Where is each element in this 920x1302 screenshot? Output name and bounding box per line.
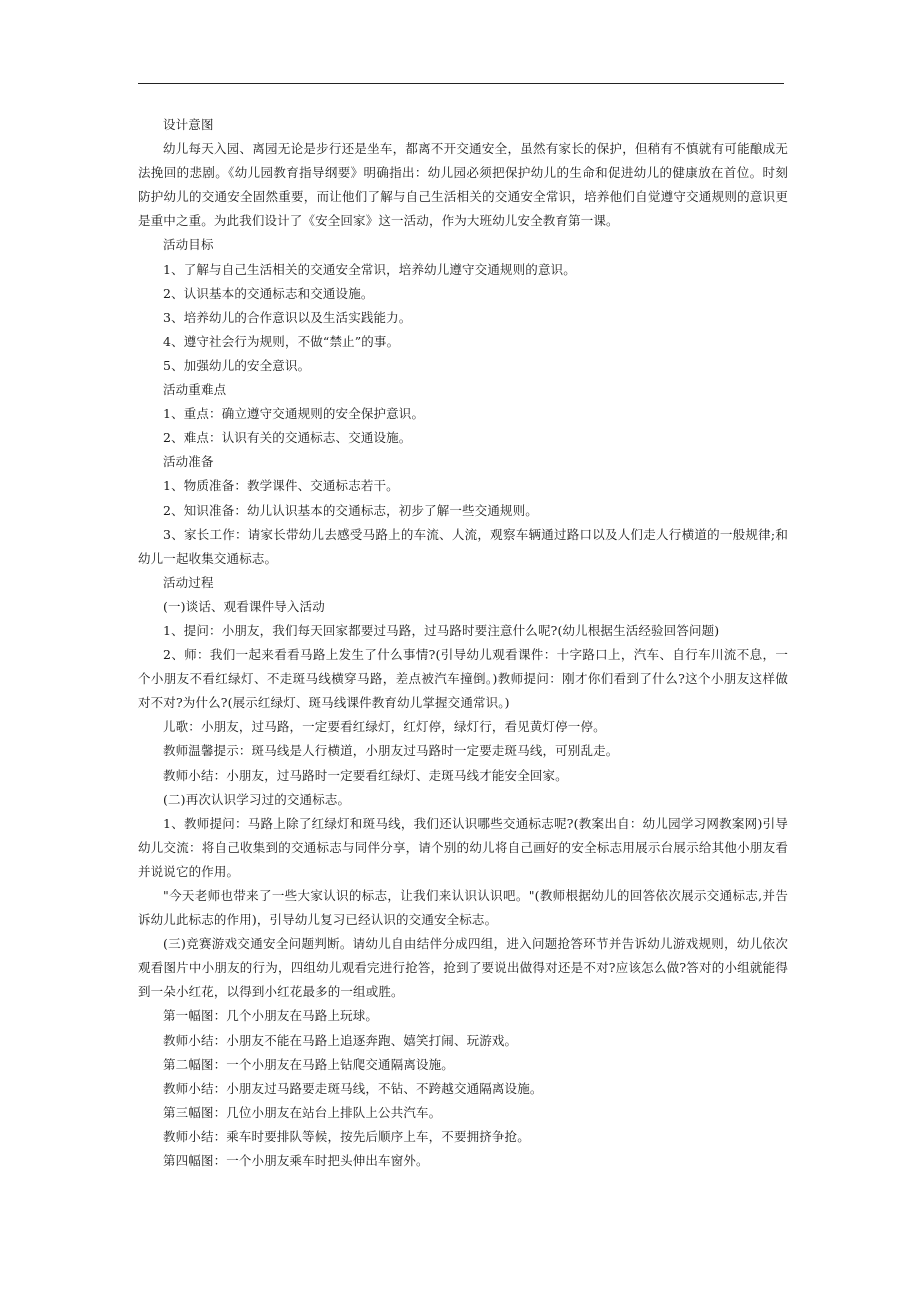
list-item: 5、加强幼儿的安全意识。 <box>163 357 311 373</box>
list-item: 1、了解与自己生活相关的交通安全常识，培养幼儿遵守交通规则的意识。 <box>163 261 576 277</box>
list-item: 2、知识准备：幼儿认识基本的交通标志，初步了解一些交通规则。 <box>163 502 538 518</box>
list-item: 3、培养幼儿的合作意识以及生活实践能力。 <box>163 309 412 325</box>
paragraph: 教师小结：乘车时要排队等候，按先后顺序上车，不要拥挤争抢。 <box>163 1128 530 1144</box>
paragraph: 2、师：我们一起来看看马路上发生了什么事情?(引导幼儿观看课件：十字路口上，汽车、自行车川流不息，一个小朋友不看红绿灯、不走斑马线横穿马路，差点被汽车撞倒。)教师提问：刚才你们看到了什么?这个小朋友这样做对不对?为什么?(展示红绿灯、斑马线课件教育幼儿掌握交通常识。) <box>138 647 788 711</box>
paragraph: 幼儿每天入园、离园无论是步行还是坐车，都离不开交通安全，虽然有家长的保护，但稍有不慎就有可能酿成无法挽回的悲剧。《幼儿园教育指导纲要》明确指出：幼儿园必须把保护幼儿的生命和促进幼儿的健康放在首位。时刻防护幼儿的交通安全固然重要，而让他们了解与自己生活相关的交通安全常识，培养他们自觉遵守交通规则的意识更是重中之重。为此我们设计了《安全回家》这一活动，作为大班幼儿安全教育第一课。 <box>138 141 788 229</box>
paragraph: 1、提问：小朋友，我们每天回家都要过马路，过马路时要注意什么呢?(幼儿根据生活经验回答问题) <box>163 622 720 638</box>
paragraph: "今天老师也带来了一些大家认识的标志，让我们来认识认识吧。"(教师根据幼儿的回答依次展示交通标志,并告诉幼儿此标志的作用)，引导幼儿复习已经认识的交通安全标志。 <box>138 888 788 928</box>
heading-activity-goals: 活动目标 <box>163 237 214 253</box>
paragraph: 1、教师提问：马路上除了红绿灯和斑马线，我们还认识哪些交通标志呢?(教案出自：幼儿园学习网教案网)引导幼儿交流：将自己收集到的交通标志与同伴分享，请个别的幼儿将自己画好的安全标志用展示台展示给其他小朋友看并说说它的作用。 <box>138 815 788 879</box>
paragraph: 教师温馨提示：斑马线是人行横道，小朋友过马路时一定要走斑马线，可别乱走。 <box>163 743 619 759</box>
heading-activity-preparation: 活动准备 <box>163 454 214 470</box>
paragraph: 教师小结：小朋友不能在马路上追逐奔跑、嬉笑打闹、玩游戏。 <box>163 1032 518 1048</box>
heading-key-difficulties: 活动重难点 <box>163 382 227 398</box>
list-item: 4、遵守社会行为规则，不做“禁止”的事。 <box>163 333 400 349</box>
paragraph: 第一幅图：几个小朋友在马路上玩球。 <box>163 1008 379 1024</box>
paragraph: 儿歌：小朋友，过马路，一定要看红绿灯，红灯停，绿灯行，看见黄灯停一停。 <box>163 719 606 735</box>
paragraph: 教师小结：小朋友，过马路时一定要看红绿灯、走斑马线才能安全回家。 <box>163 767 568 783</box>
paragraph: 第三幅图：几位小朋友在站台上排队上公共汽车。 <box>163 1104 442 1120</box>
heading-activity-process: 活动过程 <box>163 574 214 590</box>
list-item: 2、认识基本的交通标志和交通设施。 <box>163 285 374 301</box>
list-item: 3、家长工作：请家长带幼儿去感受马路上的车流、人流，观察车辆通过路口以及人们走人行横道的一般规律;和幼儿一起收集交通标志。 <box>138 526 788 566</box>
paragraph: (三)竞赛游戏交通安全问题判断。请幼儿自由结伴分成四组，进入问题抢答环节并告诉幼儿游戏规则，幼儿依次观看图片中小朋友的行为，四组幼儿观看完进行抢答，抢到了要说出做得对还是不对?应该怎么做?答对的小组就能得到一朵小红花，以得到小红花最多的一组或胜。 <box>138 936 788 1000</box>
paragraph: 教师小结：小朋友过马路要走斑马线，不钻、不跨越交通隔离设施。 <box>163 1080 543 1096</box>
list-item: 2、难点：认识有关的交通标志、交通设施。 <box>163 430 412 446</box>
list-item: 1、重点：确立遵守交通规则的安全保护意识。 <box>163 406 425 422</box>
heading-design-intent: 设计意图 <box>163 117 214 132</box>
section-heading: (二)再次认识学习过的交通标志。 <box>163 791 351 807</box>
paragraph: 第四幅图：一个小朋友乘车时把头伸出车窗外。 <box>163 1153 429 1169</box>
header-rule <box>138 83 784 84</box>
document-body <box>138 113 788 1173</box>
list-item: 1、物质准备：教学课件、交通标志若干。 <box>163 478 399 494</box>
paragraph: 第二幅图：一个小朋友在马路上钻爬交通隔离设施。 <box>163 1056 454 1072</box>
section-heading: (一)谈话、观看课件导入活动 <box>163 598 325 614</box>
